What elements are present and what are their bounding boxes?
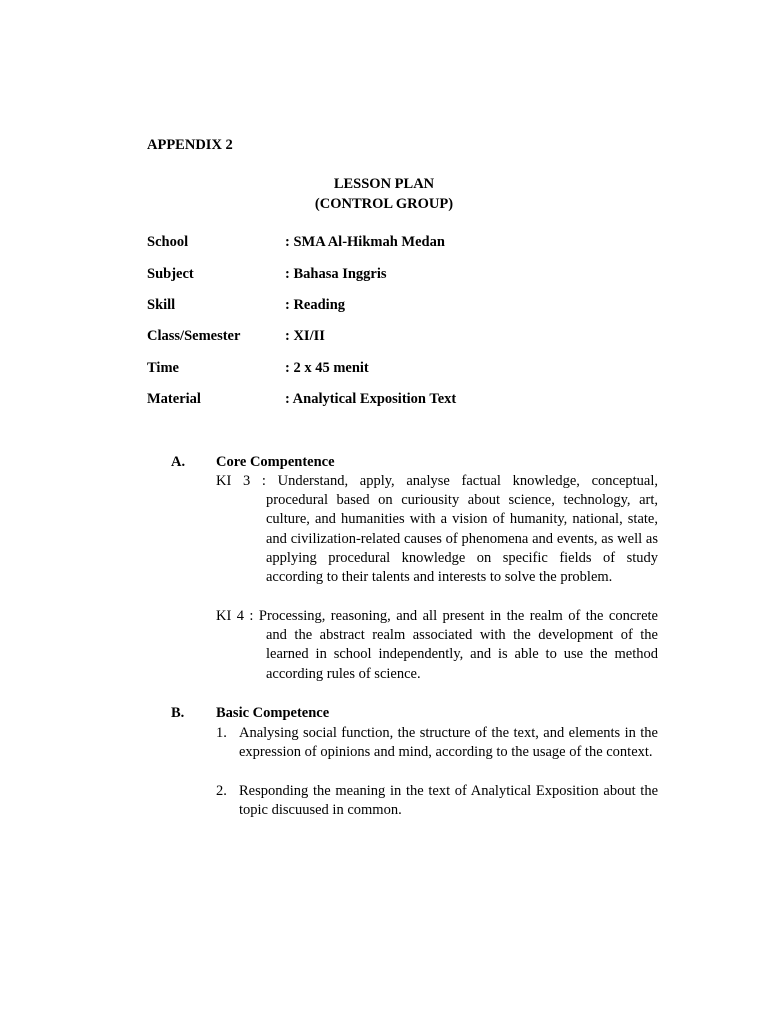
section-b-heading: Basic Competence bbox=[216, 705, 330, 721]
basic-competence-number-2: 2. bbox=[216, 783, 227, 799]
identity-value-material: : Analytical Exposition Text bbox=[285, 391, 457, 407]
section-a-marker: A. bbox=[171, 454, 186, 470]
identity-value-time: : 2 x 45 menit bbox=[285, 360, 369, 376]
title-line-2: (CONTROL GROUP) bbox=[314, 196, 454, 212]
basic-competence-item-1: Analysing social function, the structure of the text, and elements in the expression of opinions and mind, according to the usage of the context. bbox=[239, 725, 658, 761]
identity-label-time: Time bbox=[147, 360, 179, 376]
identity-label-skill: Skill bbox=[147, 297, 176, 313]
identity-label-material: Material bbox=[147, 391, 201, 407]
basic-competence-item-2: Responding the meaning in the text of Analytical Exposition about the topic discuused in common. bbox=[239, 783, 658, 819]
identity-value-class-semester: : XI/II bbox=[285, 328, 325, 344]
section-b-marker: B. bbox=[171, 705, 185, 721]
core-competence-ki4: KI 4 : Processing, reasoning, and all present in the realm of the concrete and the abstract realm associated with the development of the learned in school independently, and is able to use the method according rules of science. bbox=[216, 608, 658, 682]
core-competence-ki3: KI 3 : Understand, apply, analyse factual knowledge, conceptual, procedural based on curiousity about science, technology, art, culture, and humanities with a vision of humanity, national, state, and civilization-related causes of phenomena and events, as well as applying procedural knowledge on specific fields of study according to their talents and interests to solve the problem. bbox=[216, 473, 658, 586]
identity-label-subject: Subject bbox=[147, 266, 194, 282]
identity-label-school: School bbox=[147, 234, 189, 250]
identity-value-subject: : Bahasa Inggris bbox=[285, 266, 387, 282]
appendix-label: APPENDIX 2 bbox=[147, 137, 233, 153]
identity-label-class-semester: Class/Semester bbox=[147, 328, 241, 344]
identity-value-school: : SMA Al-Hikmah Medan bbox=[285, 234, 445, 250]
identity-value-skill: : Reading bbox=[285, 297, 346, 313]
basic-competence-number-1: 1. bbox=[216, 725, 227, 741]
title-line-1: LESSON PLAN bbox=[333, 176, 435, 192]
section-a-heading: Core Compentence bbox=[216, 454, 335, 470]
